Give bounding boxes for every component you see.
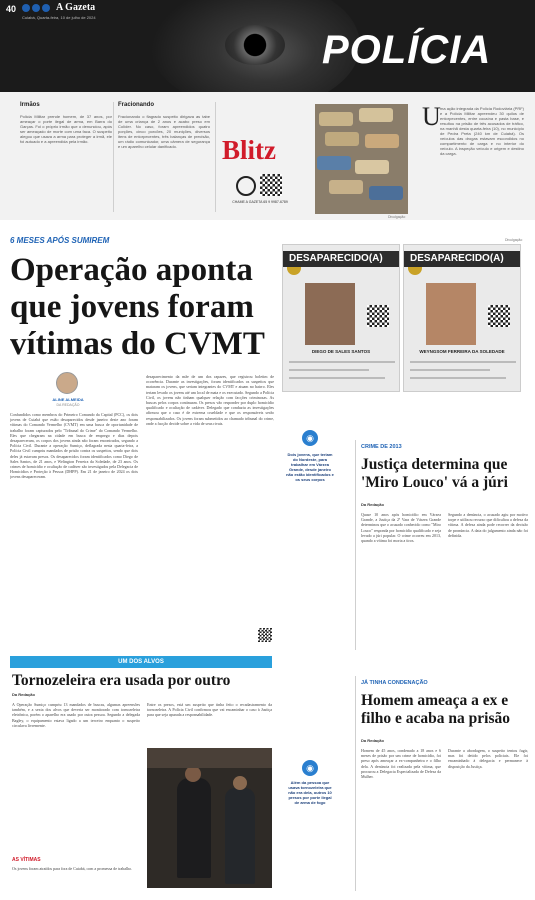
qr-code-icon [260, 174, 282, 196]
qr-code-icon [488, 305, 510, 327]
brief-title-fracionando: Fracionando [118, 102, 155, 108]
byline: Da Redação [361, 738, 384, 743]
section-title: POLÍCIA [322, 28, 492, 72]
newspaper-name: A Gazeta [56, 2, 96, 13]
missing-poster-2 [403, 244, 521, 392]
missing-poster-1 [282, 244, 400, 392]
divider [215, 102, 216, 212]
poster-title: DESAPARECIDO(A) [283, 251, 399, 267]
box-story-headline: Tornozeleira era usada por outro [12, 672, 231, 689]
box-story-body-c: Os jovens foram atraídos para fora de Cuiabá, com a promessa de trabalho. [12, 866, 133, 871]
pupil-illustration [225, 25, 285, 65]
main-story-body-col2: desaparecimento da mãe de um dos rapazes, que registrou boletim de ocorrência. Durante as investigações, foram identificados os suspeitos que mataram os jovens, que seriam integrantes do CVMT e atuam no bairro. Eles teriam levado os jovens até um local de mata e os executado. Segundo a Polícia Civil, os jovens não tinham qualquer relação com facções criminosas. As buscas pelos corpos continuam. Os presos vão responder por duplo homicídio qualificado e ocultação de cadáver. Delegado que conduziu as investigações afirmou que o caso é de extrema crueldade e que os responsáveis serão responsabilizados. Os jovens foram submetidos ao chamado tribunal do crime, onde a facção decide sobre a vida de seus rivais. [146, 374, 274, 426]
section-header [0, 0, 535, 92]
missing-person-name: WEYNGSOM FERREIRA DA SOLEDADE [419, 349, 505, 354]
drop-cap: U [422, 102, 441, 131]
byline: Da Redação [12, 692, 35, 697]
whatsapp-caption: CHAME A GAZETA 65 9 9987-6789 [232, 200, 288, 204]
divider [113, 102, 114, 212]
camera-icon: ◉ [302, 760, 318, 776]
missing-person-photo [305, 283, 355, 345]
photo-credit: Divulgação [388, 215, 406, 219]
author-avatar [56, 372, 78, 394]
author-name: ALINE ALMEIDA [52, 397, 84, 402]
brief-text-irmaos: Policia Militar prende homem, de 37 anos, por ameaçar o porte ilegal de arma, em Barra do Garças. Foi o próprio irmão que o denunciou, após ser ameaçado de morte com uma faca. O suspeito alegou que usava a arma para proteger a irmã, ele foi autuado e a apreendida pela irmão. [20, 114, 112, 144]
right-story2-kicker: JÁ TINHA CONDENAÇÃO [361, 680, 428, 686]
right-story-body-a: Quase 10 anos após homicídio em Várzea Grande, a Justiça da 2ª Vara de Várzea Grande determinou que o acusado conhecido como "Miro Louco" responda por homicídio qualificado e seja levado a júri popular. O crime ocorreu em 2013, quando a vítima foi morta a tiros. [361, 512, 441, 544]
right-story-headline: Justiça determina que 'Miro Louco' vá a júri [361, 456, 508, 491]
qr-code-icon [258, 628, 272, 642]
main-story-body-col1: Confundidos como membros do Primeiro Comando da Capital (PCC), os dois jovens de Cuiabá que estão desaparecidos desde janeiro deste ano foram vítimas do Comando Vermelho (CVMT) em uma busca de oportunidade de trabalho foram capturados pelo "Tribunal do Crime" do Comando Vermelho. Eles que chegaram na cidade em busca de emprego e dias depois desapareceram, os corpos dos jovens ainda não foram encontrados, segundo a Polícia Civil. Durante a operação Sumiço, deflagrada nesta quarta-feira, a Polícia Civil cumpriu mandados de prisão contra os suspeitos, sendo que dois deles já estavam presos. Os desaparecidos foram identificados como Diego de Sales Santos, de 21 anos, e Welington Ferreira da Soledade, de 23 anos. Os crimes de homicídio e ocultação de cadáver são investigados pela Delegacia de Homicídios e Proteção à Pessoa (DHPP). Em 21 de janeiro de 2024 os dois jovens desapareceram. [10, 412, 138, 480]
divider [355, 440, 356, 650]
camera-icon: ◉ [302, 430, 318, 446]
byline: Da Redação [361, 502, 384, 507]
photo-caption: Além da pessoa que usava tornozeleira que não era dela, outros 10 presos por porte ilegal de arma de fogo [288, 780, 332, 805]
blitz-logo: Blitz [222, 135, 276, 165]
newspaper-logo [22, 4, 50, 12]
divider [355, 676, 356, 891]
missing-person-name: DIEGO DE SALES SANTOS [311, 349, 371, 354]
brief-text-fracionando: Fracionando o flagrado suspeito dirigava as tabe de uma criança de 2 anos e acabo preso em Colíder. No caso, foram apreendidos quatro porções, cinco porcões, 20 munições, diversos itens de entorpecentes, três balanças de precisão, um rádio comunicador, uma câmera de segurança e um aparelho celular danificado. [118, 114, 210, 149]
police-operation-photo [147, 748, 272, 888]
box-subkicker: AS VÍTIMAS [12, 857, 41, 863]
main-story-headline: Operação aponta que jovens foram vítimas do CVMT [10, 252, 265, 362]
poster-title: DESAPARECIDO(A) [404, 251, 520, 267]
right-story2-body-b: Durante a abordagem, o suspeito tentou fugir, mas foi detido pelos policiais. Ele foi encaminhado à delegacia e permanece à disposição da Justiça. [448, 748, 528, 769]
main-story-kicker: 6 MESES APÓS SUMIREM [10, 236, 110, 245]
author-role: DA REDAÇÃO [56, 403, 80, 407]
seized-drugs-photo [315, 104, 408, 214]
box-story-body-a: A Operação Sumiço cumpriu 13 mandados de buscas, algumas apreensões também, e a sexta dos alvos que deveria ser monitorado com tornozeleira eletrônica, porém o aparelho era usado por outra pessoa. Segundo a delegada Bagley, o equipamento estava ligado a um terceiro enquanto o suspeito circulava livremente. [12, 702, 140, 728]
missing-person-photo [426, 283, 476, 345]
right-story2-headline: Homem ameaça a ex e filho e acaba na prisão [361, 692, 510, 727]
photo-credit: Divulgação [505, 238, 523, 242]
poster-caption: Dois jovens, que teriam do Nordeste, para trabalhar em Várzea Grande, desde janeiro não estão identificados e os seus corpos [286, 452, 334, 482]
right-story2-body-a: Homem de 45 anos, condenado a 18 anos e 6 meses de prisão por um crime de homicídio, foi preso após ameaçar a ex-companheira e o filho dela. A denúncia foi realizada pela vítima, que procurou a Delegacia Especializada de Defesa da Mulher. [361, 748, 441, 780]
qr-code-icon [367, 305, 389, 327]
date-line: Cuiabá, Quarta-feira, 10 de julho de 2024 [22, 15, 96, 20]
brief-title-irmaos: Irmãos [20, 102, 40, 108]
brief-text-prf: ma ação integrada da Polícia Rodoviária (PRF) e a Polícia Militar apreendeu 30 quilos de entorpecentes, entre cocaína e pasta base, e resultou na prisão de três acusados de tráfico, na manhã desta quarta-feira (10), no município de Pedra Preta (240 km de Cuiabá). Os veículos das drogas estavam escondidos no compartimento de carga e no interior do veículo. A inspeção veículo e origem e destino da carga. [440, 106, 524, 156]
box-story-body-b: Entre os presos, está um suspeito que tinha feito o recadastramento da tornozeleira. A Polícia Civil confirmou que vai encaminhar o caso à Justiça para que seja apurada a responsabilidade. [147, 702, 272, 718]
right-story-body-b: Segundo a denúncia, o acusado agiu por motivo torpe e utilizou recurso que dificultou a defesa da vítima. A defesa ainda pode recorrer da decisão de pronúncia. A data do julgamento ainda não foi definida. [448, 512, 528, 538]
whatsapp-icon [236, 176, 256, 196]
right-story-kicker: CRIME DE 2013 [361, 444, 402, 450]
box-story-label: UM DOS ALVOS [10, 656, 272, 668]
page-number: 40 [6, 4, 17, 14]
